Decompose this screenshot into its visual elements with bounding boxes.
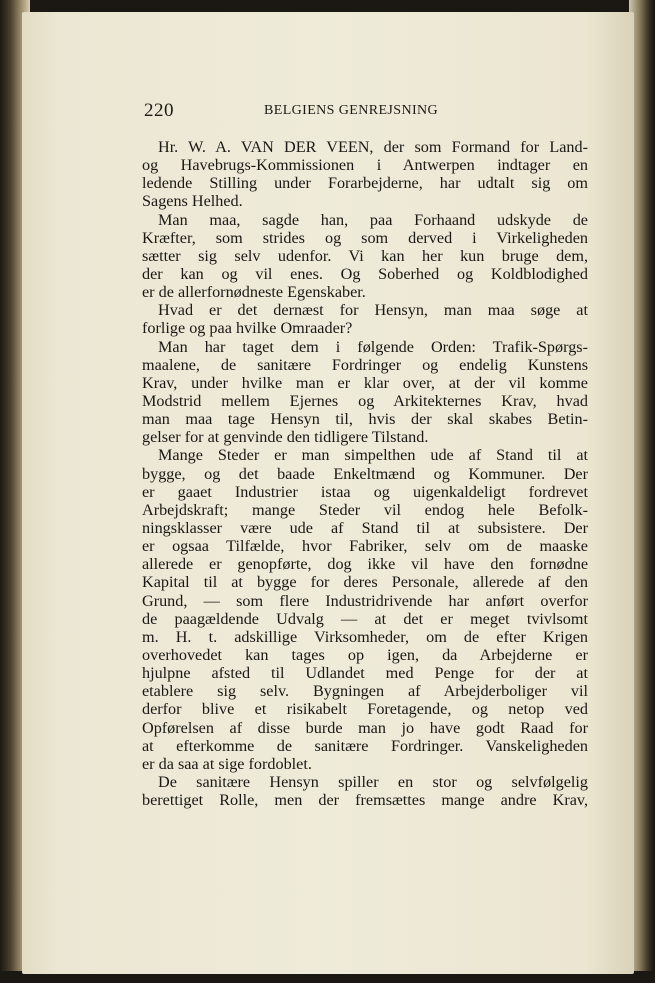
text-line: ledende Stilling under Forarbejderne, har udtalt sig om: [142, 174, 588, 193]
text-line: Hvad er det dernæst for Hensyn, man maa søge at: [158, 301, 588, 320]
page-header: [144, 100, 604, 126]
text-line: og Havebrugs-Kommissionen i Antwerpen indtager en: [142, 156, 588, 175]
text-line: derfor blive et risikabelt Foretagende, og netop ved: [142, 700, 588, 719]
running-head: BELGIENS GENREJSNING: [264, 103, 439, 118]
text-line: etablere sig selv. Bygningen af Arbejderboliger vil: [142, 682, 588, 701]
text-line: er ogsaa Tilfælde, hvor Fabriker, selv om de maaske: [142, 537, 588, 556]
text-line: Opførelsen af disse burde man jo have godt Raad for: [142, 718, 588, 737]
text-line: Man har taget dem i følgende Orden: Trafik-Spørgs-: [158, 337, 588, 356]
text-line: der kan og vil enes. Og Soberhed og Koldblodighed: [142, 264, 588, 283]
text-line: Arbejdskraft; mange Steder vil endog hele Befolk-: [142, 500, 588, 519]
text-line: forlige og paa hvilke Omraader?: [142, 319, 353, 338]
text-line: de paagældende Udvalg — at det er meget tvivlsomt: [142, 609, 588, 628]
text-line: maalene, de sanitære Fordringer og endelig Kunstens: [142, 355, 588, 374]
text-line: er gaaet Industrier istaa og uigenkaldeligt fordrevet: [142, 482, 588, 501]
text-line: Kapital til at bygge for deres Personale, allerede af den: [142, 573, 588, 592]
text-line: er de allerfornødneste Egenskaber.: [142, 283, 366, 302]
text-line: Man maa, sagde han, paa Forhaand udskyde de: [158, 210, 588, 229]
text-line: sætter sig selv udenfor. Vi kan her kun bruge dem,: [142, 246, 588, 265]
text-line: Grund, — som flere Industridrivende har anført overfor: [142, 591, 588, 610]
text-line: man maa tage Hensyn til, hvis der skal skabes Betin-: [142, 410, 588, 429]
text-line: Mange Steder er man simpelthen ude af Stand til at: [158, 446, 588, 465]
text-line: bygge, og det baade Enkeltmænd og Kommuner. Der: [142, 464, 588, 483]
text-line: er da saa at sige fordoblet.: [142, 754, 312, 773]
page-number: 220: [144, 100, 174, 121]
text-line: gelser for at genvinde den tidligere Tilstand.: [142, 428, 429, 447]
text-line: at efterkomme de sanitære Fordringer. Vanskeligheden: [142, 736, 588, 755]
text-line: Hr. W. A. VAN DER VEEN, der som Formand for Land-: [158, 138, 588, 156]
text-line: Kræfter, som strides og som derved i Virkeligheden: [142, 228, 588, 247]
body-text: [142, 138, 588, 809]
text-line: hjulpne afsted til Udlandet med Penge for der at: [142, 664, 588, 683]
text-line: allerede er genopførte, dog ikke vil have den fornødne: [142, 555, 588, 574]
text-line: ningsklasser være ude af Stand til at subsistere. Der: [142, 518, 588, 537]
text-line: berettiget Rolle, men der fremsættes mange andre Krav,: [142, 791, 588, 810]
text-line: De sanitære Hensyn spiller en stor og selvfølgelig: [158, 772, 588, 791]
text-line: Modstrid mellem Ejernes og Arkitekternes Krav, hvad: [142, 391, 588, 410]
text-line: Krav, under hvilke man er klar over, at der vil komme: [142, 373, 588, 392]
text-line: overhovedet kan tages op igen, da Arbejderne er: [142, 645, 588, 664]
text-line: Sagens Helhed.: [142, 192, 243, 211]
text-line: m. H. t. adskillige Virksomheder, om de efter Krigen: [142, 627, 588, 646]
